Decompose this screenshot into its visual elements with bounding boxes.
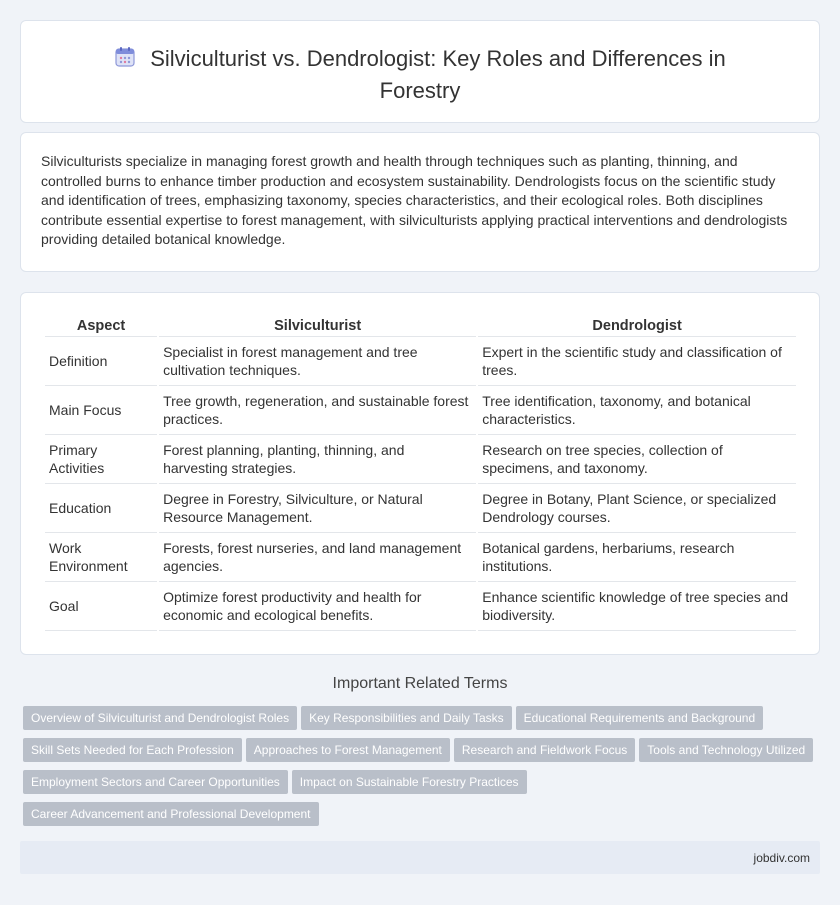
row-silviculturist: Optimize forest productivity and health for economic and ecological benefits. xyxy=(159,582,476,631)
related-terms-list xyxy=(23,706,823,834)
summary-text: Silviculturists specialize in managing forest growth and health through techniques such as planting, thinning, and controlled burns to enhance timber production and ecosystem sustainability. Dendrologists focus on the scientific study and identification of trees, emphasizing taxonomy, species characteristics, and their ecological roles. Both disciplines contribute essential expertise to forest management, with silviculturists applying practical interventions and dendrologists providing detailed botanical knowledge. xyxy=(41,153,788,248)
row-aspect: Definition xyxy=(45,337,157,386)
related-term-tag[interactable]: Employment Sectors and Career Opportunities xyxy=(23,770,288,794)
table-row xyxy=(45,435,796,484)
comparison-card xyxy=(20,292,820,655)
footer xyxy=(20,841,820,874)
row-dendrologist: Research on tree species, collection of specimens, and taxonomy. xyxy=(478,435,796,484)
row-aspect: Work Environment xyxy=(45,533,157,582)
row-aspect: Education xyxy=(45,484,157,533)
row-dendrologist: Expert in the scientific study and classification of trees. xyxy=(478,337,796,386)
related-term-tag[interactable]: Educational Requirements and Background xyxy=(516,706,763,730)
row-silviculturist: Tree growth, regeneration, and sustainable forest practices. xyxy=(159,386,476,435)
row-dendrologist: Degree in Botany, Plant Science, or specialized Dendrology courses. xyxy=(478,484,796,533)
row-silviculturist: Specialist in forest management and tree cultivation techniques. xyxy=(159,337,476,386)
related-term-tag[interactable]: Tools and Technology Utilized xyxy=(639,738,813,762)
table-header-row xyxy=(45,315,796,337)
row-aspect: Primary Activities xyxy=(45,435,157,484)
row-silviculturist: Forests, forest nurseries, and land management agencies. xyxy=(159,533,476,582)
row-silviculturist: Forest planning, planting, thinning, and harvesting strategies. xyxy=(159,435,476,484)
summary-card xyxy=(20,132,820,272)
related-term-tag[interactable]: Research and Fieldwork Focus xyxy=(454,738,635,762)
row-silviculturist: Degree in Forestry, Silviculture, or Natural Resource Management. xyxy=(159,484,476,533)
calendar-icon xyxy=(114,46,136,76)
header-card xyxy=(20,20,820,123)
related-term-tag[interactable]: Approaches to Forest Management xyxy=(246,738,450,762)
related-term-tag[interactable]: Career Advancement and Professional Development xyxy=(23,802,319,826)
table-row xyxy=(45,386,796,435)
header-silviculturist: Silviculturist xyxy=(159,315,476,337)
header-aspect: Aspect xyxy=(45,315,157,337)
table-row xyxy=(45,337,796,386)
table-row xyxy=(45,582,796,631)
page-title: Silviculturist vs. Dendrologist: Key Roles and Differences in Forestry xyxy=(150,46,726,103)
row-dendrologist: Tree identification, taxonomy, and botanical characteristics. xyxy=(478,386,796,435)
related-terms-title: Important Related Terms xyxy=(332,675,508,692)
row-aspect: Main Focus xyxy=(45,386,157,435)
footer-site-link[interactable]: jobdiv.com xyxy=(753,851,810,865)
row-dendrologist: Enhance scientific knowledge of tree species and biodiversity. xyxy=(478,582,796,631)
related-term-tag[interactable]: Skill Sets Needed for Each Profession xyxy=(23,738,242,762)
header-dendrologist: Dendrologist xyxy=(478,315,796,337)
page-title-wrap xyxy=(21,44,819,106)
row-aspect: Goal xyxy=(45,582,157,631)
row-dendrologist: Botanical gardens, herbariums, research institutions. xyxy=(478,533,796,582)
related-term-tag[interactable]: Key Responsibilities and Daily Tasks xyxy=(301,706,512,730)
related-term-tag[interactable]: Impact on Sustainable Forestry Practices xyxy=(292,770,527,794)
table-row xyxy=(45,484,796,533)
related-term-tag[interactable]: Overview of Silviculturist and Dendrologist Roles xyxy=(23,706,297,730)
table-row xyxy=(45,533,796,582)
comparison-table xyxy=(43,315,798,631)
